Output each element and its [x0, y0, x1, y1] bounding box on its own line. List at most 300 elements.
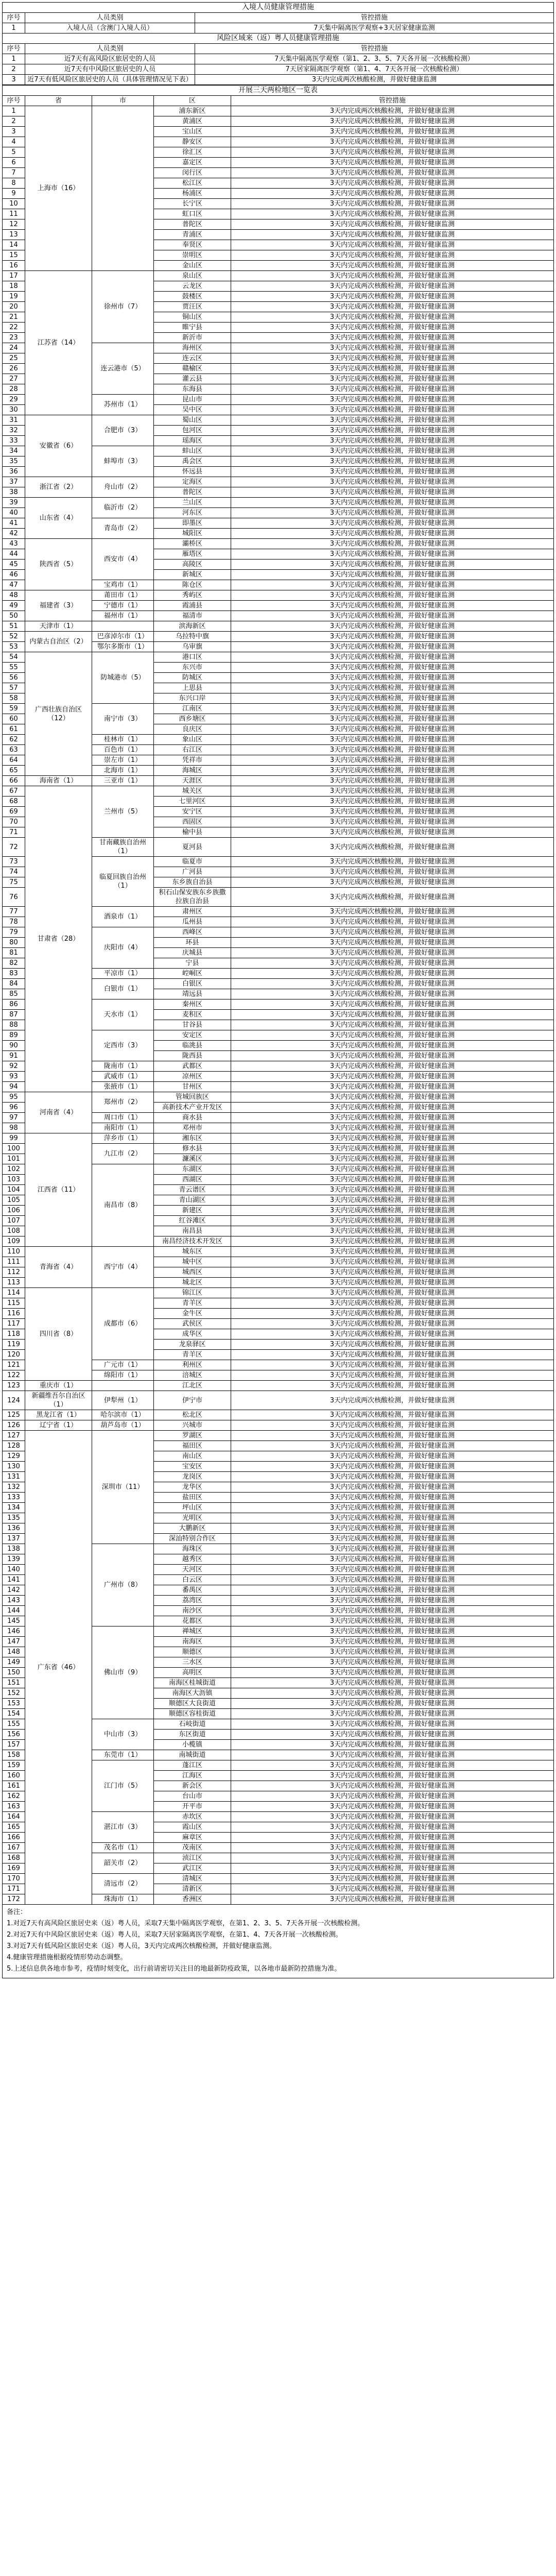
row-no: 2 — [3, 116, 25, 127]
row-measure: 3天内完成两次核酸检测，并做好健康监测 — [231, 1340, 554, 1350]
row-no: 128 — [3, 1441, 25, 1451]
row-measure: 3天内完成两次核酸检测，并做好健康监测 — [231, 958, 554, 969]
row-no: 145 — [3, 1616, 25, 1626]
row-measure: 3天内完成两次核酸检测，并做好健康监测 — [231, 1894, 554, 1905]
row-district: 石岐街道 — [154, 1719, 231, 1730]
row-no: 156 — [3, 1730, 25, 1740]
row-measure: 3天内完成两次核酸检测，并做好健康监测 — [231, 250, 554, 261]
risk-row — [3, 54, 554, 64]
row-no: 80 — [3, 938, 25, 948]
row-city: 陇南市（1） — [92, 1061, 154, 1072]
row-no: 91 — [3, 1051, 25, 1061]
row-no: 39 — [3, 498, 25, 508]
row-district: 麻章区 — [154, 1833, 231, 1843]
row-measure: 3天内完成两次核酸检测，并做好健康监测 — [231, 1523, 554, 1534]
row-district: 南海区桂城街道 — [154, 1678, 231, 1688]
row-district: 奉贤区 — [154, 240, 231, 250]
row-district: 霞山区 — [154, 1822, 231, 1833]
row-measure: 3天内完成两次核酸检测，并做好健康监测 — [231, 1534, 554, 1544]
row-measure: 3天内完成两次核酸检测，并做好健康监测 — [231, 178, 554, 189]
row-district: 积石山保安族东乡族撒拉族自治县 — [154, 888, 231, 907]
row-district: 江海区 — [154, 1771, 231, 1781]
row-district: 睢宁县 — [154, 323, 231, 333]
row-city: 广元市（1） — [92, 1360, 154, 1370]
row-district: 灞桥区 — [154, 539, 231, 549]
row-no: 24 — [3, 343, 25, 353]
row-district: 乌拉特中旗 — [154, 632, 231, 642]
row-province: 甘肃省（28） — [25, 786, 92, 1092]
row-no: 77 — [3, 907, 25, 917]
row-district: 香洲区 — [154, 1894, 231, 1905]
row-province: 河南省（4） — [25, 1092, 92, 1133]
row-measure: 3天内完成两次核酸检测，并做好健康监测 — [231, 735, 554, 745]
row-no: 73 — [3, 857, 25, 867]
row-district: 东兴口岸 — [154, 693, 231, 704]
row-district: 江北区 — [154, 1381, 231, 1391]
row-measure: 3天内完成两次核酸检测，并做好健康监测 — [231, 1730, 554, 1740]
note-line: 2.对近7天有中风险区旅居史来（返）粤人员，采取7天居家隔离医学观察，在第1、4、7天各开展一次核酸检测。 — [7, 1931, 342, 1939]
risk-title: 风险区域来（返）粤人员健康管理措施 — [3, 33, 554, 44]
row-no: 143 — [3, 1596, 25, 1606]
row-no: 75 — [3, 877, 25, 888]
row-measure: 3天内完成两次核酸检测，并做好健康监测 — [231, 1585, 554, 1596]
row-district: 龙华区 — [154, 1482, 231, 1493]
entry-header-no: 序号 — [3, 13, 25, 23]
row-measure: 3天内完成两次核酸检测，并做好健康监测 — [231, 1309, 554, 1319]
row-no: 172 — [3, 1894, 25, 1905]
row-district: 杨浦区 — [154, 189, 231, 199]
row-district: 顺德区 — [154, 1647, 231, 1657]
row-district: 武侯区 — [154, 1319, 231, 1329]
row-district: 禹会区 — [154, 456, 231, 467]
row-no: 52 — [3, 632, 25, 642]
row-no: 59 — [3, 704, 25, 714]
row-district: 甘谷县 — [154, 1020, 231, 1030]
row-city: 佛山市（9） — [92, 1626, 154, 1719]
row-no: 122 — [3, 1370, 25, 1381]
row-measure: 3天内完成两次核酸检测，并做好健康监测 — [231, 343, 554, 353]
row-measure: 3天内完成两次核酸检测，并做好健康监测 — [231, 1760, 554, 1771]
row-district: 宝山区 — [154, 127, 231, 137]
row-measure: 3天内完成两次核酸检测，并做好健康监测 — [231, 147, 554, 158]
row-measure: 3天内完成两次核酸检测，并做好健康监测 — [231, 1575, 554, 1585]
row-measure: 3天内完成两次核酸检测，并做好健康监测 — [231, 1626, 554, 1637]
row-district: 海城区 — [154, 766, 231, 776]
row-city: 三亚市（1） — [92, 776, 154, 786]
row-district: 修水县 — [154, 1144, 231, 1154]
row-measure: 3天内完成两次核酸检测，并做好健康监测 — [231, 857, 554, 867]
table-row — [3, 1092, 554, 1103]
row-measure: 3天内完成两次核酸检测，并做好健康监测 — [231, 1164, 554, 1175]
row-no: 18 — [3, 281, 25, 292]
row-measure: 3天内完成两次核酸检测，并做好健康监测 — [231, 436, 554, 446]
row-city: 福州市（1） — [92, 611, 154, 621]
row-no: 94 — [3, 1082, 25, 1092]
note-line: 1.对近7天有高风险区旅居史来（返）粤人员，采取7天集中隔离医学观察，在第1、2、3、5、7天各开展一次核酸检测。 — [7, 1920, 364, 1927]
row-no: 36 — [3, 467, 25, 477]
row-no: 120 — [3, 1350, 25, 1360]
row-district: 泉山区 — [154, 271, 231, 281]
row-measure: 3天内完成两次核酸检测，并做好健康监测 — [231, 405, 554, 415]
row-measure: 3天内完成两次核酸检测，并做好健康监测 — [231, 1709, 554, 1719]
row-district: 濂溪区 — [154, 1154, 231, 1164]
row-district: 南城街道 — [154, 1750, 231, 1760]
row-measure: 3天内完成两次核酸检测，并做好健康监测 — [231, 199, 554, 209]
row-measure: 3天内完成两次核酸检测，并做好健康监测 — [231, 1257, 554, 1267]
row-no: 51 — [3, 621, 25, 632]
row-district: 甘州区 — [154, 1082, 231, 1092]
row-measure: 3天内完成两次核酸检测，并做好健康监测 — [231, 1503, 554, 1513]
row-district: 包河区 — [154, 426, 231, 436]
table-row — [3, 1391, 554, 1410]
row-city: 南昌市（8） — [92, 1164, 154, 1247]
row-district: 天涯区 — [154, 776, 231, 786]
entry-row-measure: 7天集中隔离医学观察+3天居家健康监测 — [195, 23, 554, 33]
row-district: 新城区 — [154, 570, 231, 580]
row-no: 101 — [3, 1154, 25, 1164]
row-no: 54 — [3, 652, 25, 663]
row-measure: 3天内完成两次核酸检测，并做好健康监测 — [231, 1195, 554, 1206]
row-district: 白银区 — [154, 979, 231, 989]
row-no: 21 — [3, 312, 25, 323]
row-district: 龙泉驿区 — [154, 1340, 231, 1350]
row-no: 41 — [3, 518, 25, 529]
row-no: 129 — [3, 1451, 25, 1462]
row-measure: 3天内完成两次核酸检测，并做好健康监测 — [231, 621, 554, 632]
row-province: 海南省（1） — [25, 776, 92, 786]
row-city: 伊犁州（1） — [92, 1391, 154, 1410]
table-row — [3, 1133, 554, 1144]
row-measure: 3天内完成两次核酸检测，并做好健康监测 — [231, 1719, 554, 1730]
row-city: 广州市（8） — [92, 1544, 154, 1626]
row-no: 45 — [3, 560, 25, 570]
row-measure: 3天内完成两次核酸检测，并做好健康监测 — [231, 137, 554, 147]
row-district: 安宁区 — [154, 807, 231, 817]
row-city: 茂名市（1） — [92, 1843, 154, 1853]
row-district: 禅城区 — [154, 1626, 231, 1637]
row-district: 象山区 — [154, 735, 231, 745]
row-no: 161 — [3, 1781, 25, 1791]
row-no: 17 — [3, 271, 25, 281]
row-measure: 3天内完成两次核酸检测，并做好健康监测 — [231, 1175, 554, 1185]
row-district: 闵行区 — [154, 168, 231, 178]
row-measure: 3天内完成两次核酸检测，并做好健康监测 — [231, 1565, 554, 1575]
row-city: 合肥市（3） — [92, 415, 154, 446]
row-district: 盐田区 — [154, 1493, 231, 1503]
row-district: 新沂市 — [154, 333, 231, 343]
row-measure: 3天内完成两次核酸检测，并做好健康监测 — [231, 1431, 554, 1441]
row-district: 静安区 — [154, 137, 231, 147]
row-district: 赣榆区 — [154, 364, 231, 374]
row-no: 109 — [3, 1236, 25, 1247]
row-no: 169 — [3, 1863, 25, 1874]
row-measure: 3天内完成两次核酸检测，并做好健康监测 — [231, 1082, 554, 1092]
table-row — [3, 1420, 554, 1431]
row-no: 125 — [3, 1410, 25, 1420]
row-measure: 3天内完成两次核酸检测，并做好健康监测 — [231, 1329, 554, 1340]
district-list-table — [2, 85, 554, 1905]
row-city: 张掖市（1） — [92, 1082, 154, 1092]
row-city: 苏州市（1） — [92, 395, 154, 415]
note-line: 3.对近7天有低风险区旅居史来（返）粤人员，3天内完成两次核酸检测，并做好健康监测。 — [7, 1942, 276, 1950]
table-row — [3, 1288, 554, 1298]
row-district: 肃州区 — [154, 907, 231, 917]
row-measure: 3天内完成两次核酸检测，并做好健康监测 — [231, 1802, 554, 1812]
row-district: 松北区 — [154, 1410, 231, 1420]
row-measure: 3天内完成两次核酸检测，并做好健康监测 — [231, 1123, 554, 1133]
row-district: 凭祥市 — [154, 755, 231, 766]
row-no: 170 — [3, 1874, 25, 1884]
row-measure: 3天内完成两次核酸检测，并做好健康监测 — [231, 168, 554, 178]
row-measure: 3天内完成两次核酸检测，并做好健康监测 — [231, 353, 554, 364]
row-city: 成都市（6） — [92, 1288, 154, 1360]
row-no: 40 — [3, 508, 25, 518]
document-page — [2, 2, 554, 1978]
row-no: 62 — [3, 735, 25, 745]
row-district: 秀屿区 — [154, 590, 231, 601]
row-district: 兰山区 — [154, 498, 231, 508]
row-district: 铜山区 — [154, 312, 231, 323]
row-no: 61 — [3, 724, 25, 735]
row-measure: 3天内完成两次核酸检测，并做好健康监测 — [231, 1668, 554, 1678]
row-district: 东乡族自治县 — [154, 877, 231, 888]
row-no: 9 — [3, 189, 25, 199]
row-city: 巴彦淖尔市（1） — [92, 632, 154, 642]
row-district: 南沙区 — [154, 1606, 231, 1616]
row-district: 小榄镇 — [154, 1740, 231, 1750]
row-district: 西乡塘区 — [154, 714, 231, 724]
row-district: 蚌山区 — [154, 446, 231, 456]
row-no: 102 — [3, 1164, 25, 1175]
row-city: 南宁市（3） — [92, 704, 154, 735]
row-no: 68 — [3, 796, 25, 807]
row-no: 28 — [3, 384, 25, 395]
row-province: 广东省（46） — [25, 1431, 92, 1905]
row-no: 63 — [3, 745, 25, 755]
row-district: 右江区 — [154, 745, 231, 755]
row-no: 108 — [3, 1226, 25, 1236]
row-district: 新会区 — [154, 1781, 231, 1791]
row-province: 四川省（8） — [25, 1288, 92, 1381]
row-province: 浙江省（2） — [25, 477, 92, 498]
row-no: 23 — [3, 333, 25, 343]
row-district: 开平市 — [154, 1802, 231, 1812]
row-measure: 3天内完成两次核酸检测，并做好健康监测 — [231, 776, 554, 786]
row-measure: 3天内完成两次核酸检测，并做好健康监测 — [231, 1247, 554, 1257]
entry-title: 入境人员健康管理措施 — [3, 3, 554, 13]
row-no: 107 — [3, 1216, 25, 1226]
row-no: 133 — [3, 1493, 25, 1503]
row-measure: 3天内完成两次核酸检测，并做好健康监测 — [231, 1103, 554, 1113]
row-province: 内蒙古自治区（2） — [25, 632, 92, 652]
row-measure: 3天内完成两次核酸检测，并做好健康监测 — [231, 989, 554, 999]
row-no: 14 — [3, 240, 25, 250]
row-province: 江西省（11） — [25, 1133, 92, 1247]
row-measure: 3天内完成两次核酸检测，并做好健康监测 — [231, 1092, 554, 1103]
row-city: 九江市（2） — [92, 1144, 154, 1164]
row-city: 兰州市（5） — [92, 786, 154, 838]
row-no: 140 — [3, 1565, 25, 1575]
row-district: 怀远县 — [154, 467, 231, 477]
risk-row — [3, 75, 554, 85]
table-row — [3, 590, 554, 601]
row-no: 164 — [3, 1812, 25, 1822]
row-measure: 3天内完成两次核酸检测，并做好健康监测 — [231, 1554, 554, 1565]
row-no: 27 — [3, 374, 25, 384]
row-measure: 3天内完成两次核酸检测，并做好健康监测 — [231, 560, 554, 570]
row-measure: 3天内完成两次核酸检测，并做好健康监测 — [231, 590, 554, 601]
row-province: 安徽省（6） — [25, 415, 92, 477]
row-district: 南海区大沥镇 — [154, 1688, 231, 1699]
row-district: 城北区 — [154, 1278, 231, 1288]
row-no: 149 — [3, 1657, 25, 1668]
row-district: 锦江区 — [154, 1288, 231, 1298]
row-no: 67 — [3, 786, 25, 796]
row-province: 福建省（3） — [25, 590, 92, 621]
row-no: 56 — [3, 673, 25, 683]
row-measure: 3天内完成两次核酸检测，并做好健康监测 — [231, 219, 554, 230]
row-district: 蜀山区 — [154, 415, 231, 426]
row-measure: 3天内完成两次核酸检测，并做好健康监测 — [231, 827, 554, 838]
row-city — [92, 106, 154, 271]
row-measure: 3天内完成两次核酸检测，并做好健康监测 — [231, 364, 554, 374]
row-province: 黑龙江省（1） — [25, 1410, 92, 1420]
row-measure: 3天内完成两次核酸检测，并做好健康监测 — [231, 158, 554, 168]
list-header-measure: 管控措施 — [231, 96, 554, 106]
row-no: 147 — [3, 1637, 25, 1647]
table-row — [3, 786, 554, 796]
row-no: 132 — [3, 1482, 25, 1493]
row-measure: 3天内完成两次核酸检测，并做好健康监测 — [231, 1863, 554, 1874]
row-district: 松江区 — [154, 178, 231, 189]
row-district: 清城区 — [154, 1874, 231, 1884]
row-no: 66 — [3, 776, 25, 786]
row-measure: 3天内完成两次核酸检测，并做好健康监测 — [231, 642, 554, 652]
row-measure: 3天内完成两次核酸检测，并做好健康监测 — [231, 374, 554, 384]
row-measure: 3天内完成两次核酸检测，并做好健康监测 — [231, 1513, 554, 1523]
row-no: 6 — [3, 158, 25, 168]
row-district: 赤坎区 — [154, 1812, 231, 1822]
row-no: 165 — [3, 1822, 25, 1833]
row-district: 城关区 — [154, 786, 231, 796]
row-no: 99 — [3, 1133, 25, 1144]
row-district: 虹口区 — [154, 209, 231, 219]
row-measure: 3天内完成两次核酸检测，并做好健康监测 — [231, 652, 554, 663]
row-district: 邓州市 — [154, 1123, 231, 1133]
row-no: 93 — [3, 1072, 25, 1082]
row-no: 10 — [3, 199, 25, 209]
row-city: 鄂尔多斯市（1） — [92, 642, 154, 652]
row-district: 安定区 — [154, 1030, 231, 1041]
row-district: 东海县 — [154, 384, 231, 395]
row-measure: 3天内完成两次核酸检测，并做好健康监测 — [231, 704, 554, 714]
row-city: 北海市（1） — [92, 766, 154, 776]
row-city — [92, 621, 154, 632]
row-no: 15 — [3, 250, 25, 261]
row-district: 吴中区 — [154, 405, 231, 415]
row-measure: 3天内完成两次核酸检测，并做好健康监测 — [231, 1030, 554, 1041]
row-measure: 3天内完成两次核酸检测，并做好健康监测 — [231, 106, 554, 116]
row-district: 伊宁市 — [154, 1391, 231, 1410]
row-no: 167 — [3, 1843, 25, 1853]
row-district: 西湖区 — [154, 1175, 231, 1185]
row-no: 141 — [3, 1575, 25, 1585]
note-line: 备注： — [7, 1908, 27, 1916]
row-no: 96 — [3, 1103, 25, 1113]
row-measure: 3天内完成两次核酸检测，并做好健康监测 — [231, 1154, 554, 1164]
row-district: 光明区 — [154, 1513, 231, 1523]
row-district: 连云区 — [154, 353, 231, 364]
row-no: 74 — [3, 867, 25, 877]
row-city: 中山市（3） — [92, 1719, 154, 1750]
row-city: 珠海市（1） — [92, 1894, 154, 1905]
row-district: 云龙区 — [154, 281, 231, 292]
row-measure: 3天内完成两次核酸检测，并做好健康监测 — [231, 786, 554, 796]
row-measure: 3天内完成两次核酸检测，并做好健康监测 — [231, 1472, 554, 1482]
row-no: 64 — [3, 755, 25, 766]
row-no: 110 — [3, 1247, 25, 1257]
row-no: 13 — [3, 230, 25, 240]
row-city — [92, 1381, 154, 1391]
row-city: 葫芦岛市（1） — [92, 1420, 154, 1431]
risk-row-measure: 3天内完成两次核酸检测，并做好健康监测 — [195, 75, 554, 85]
row-measure: 3天内完成两次核酸检测，并做好健康监测 — [231, 807, 554, 817]
row-no: 117 — [3, 1319, 25, 1329]
row-district: 高明区 — [154, 1668, 231, 1678]
row-no: 134 — [3, 1503, 25, 1513]
row-no: 16 — [3, 261, 25, 271]
row-measure: 3天内完成两次核酸检测，并做好健康监测 — [231, 477, 554, 487]
row-city: 莆田市（1） — [92, 590, 154, 601]
row-district: 即墨区 — [154, 518, 231, 529]
table-row — [3, 498, 554, 508]
row-city: 庆阳市（4） — [92, 927, 154, 969]
row-no: 153 — [3, 1699, 25, 1709]
row-district: 徐汇区 — [154, 147, 231, 158]
row-measure: 3天内完成两次核酸检测，并做好健康监测 — [231, 1606, 554, 1616]
row-district: 白云区 — [154, 1575, 231, 1585]
risk-row-category: 近7天有高风险区旅居史的人员 — [25, 54, 195, 64]
row-city: 舟山市（2） — [92, 477, 154, 498]
row-measure: 3天内完成两次核酸检测，并做好健康监测 — [231, 261, 554, 271]
row-district: 东兴市 — [154, 663, 231, 673]
row-district: 陈仓区 — [154, 580, 231, 590]
row-no: 121 — [3, 1360, 25, 1370]
row-district: 番禺区 — [154, 1585, 231, 1596]
row-district: 台山市 — [154, 1791, 231, 1802]
row-measure: 3天内完成两次核酸检测，并做好健康监测 — [231, 867, 554, 877]
row-no: 106 — [3, 1206, 25, 1216]
row-district: 秦州区 — [154, 999, 231, 1010]
row-no: 137 — [3, 1534, 25, 1544]
row-measure: 3天内完成两次核酸检测，并做好健康监测 — [231, 539, 554, 549]
row-no: 146 — [3, 1626, 25, 1637]
row-district: 金山区 — [154, 261, 231, 271]
row-measure: 3天内完成两次核酸检测，并做好健康监测 — [231, 1884, 554, 1894]
risk-row-measure: 7天集中隔离医学观察（第1、2、3、5、7天各开展一次核酸检测） — [195, 54, 554, 64]
row-district: 宝安区 — [154, 1462, 231, 1472]
row-no: 8 — [3, 178, 25, 189]
row-measure: 3天内完成两次核酸检测，并做好健康监测 — [231, 611, 554, 621]
row-measure: 3天内完成两次核酸检测，并做好健康监测 — [231, 1874, 554, 1884]
risk-row-category: 近7天有低风险区旅居史的人员（具体管理情况见下表） — [25, 75, 195, 85]
row-measure: 3天内完成两次核酸检测，并做好健康监测 — [231, 570, 554, 580]
row-no: 76 — [3, 888, 25, 907]
table-row — [3, 632, 554, 642]
row-no: 34 — [3, 446, 25, 456]
row-city: 东莞市（1） — [92, 1750, 154, 1760]
row-measure: 3天内完成两次核酸检测，并做好健康监测 — [231, 1360, 554, 1370]
